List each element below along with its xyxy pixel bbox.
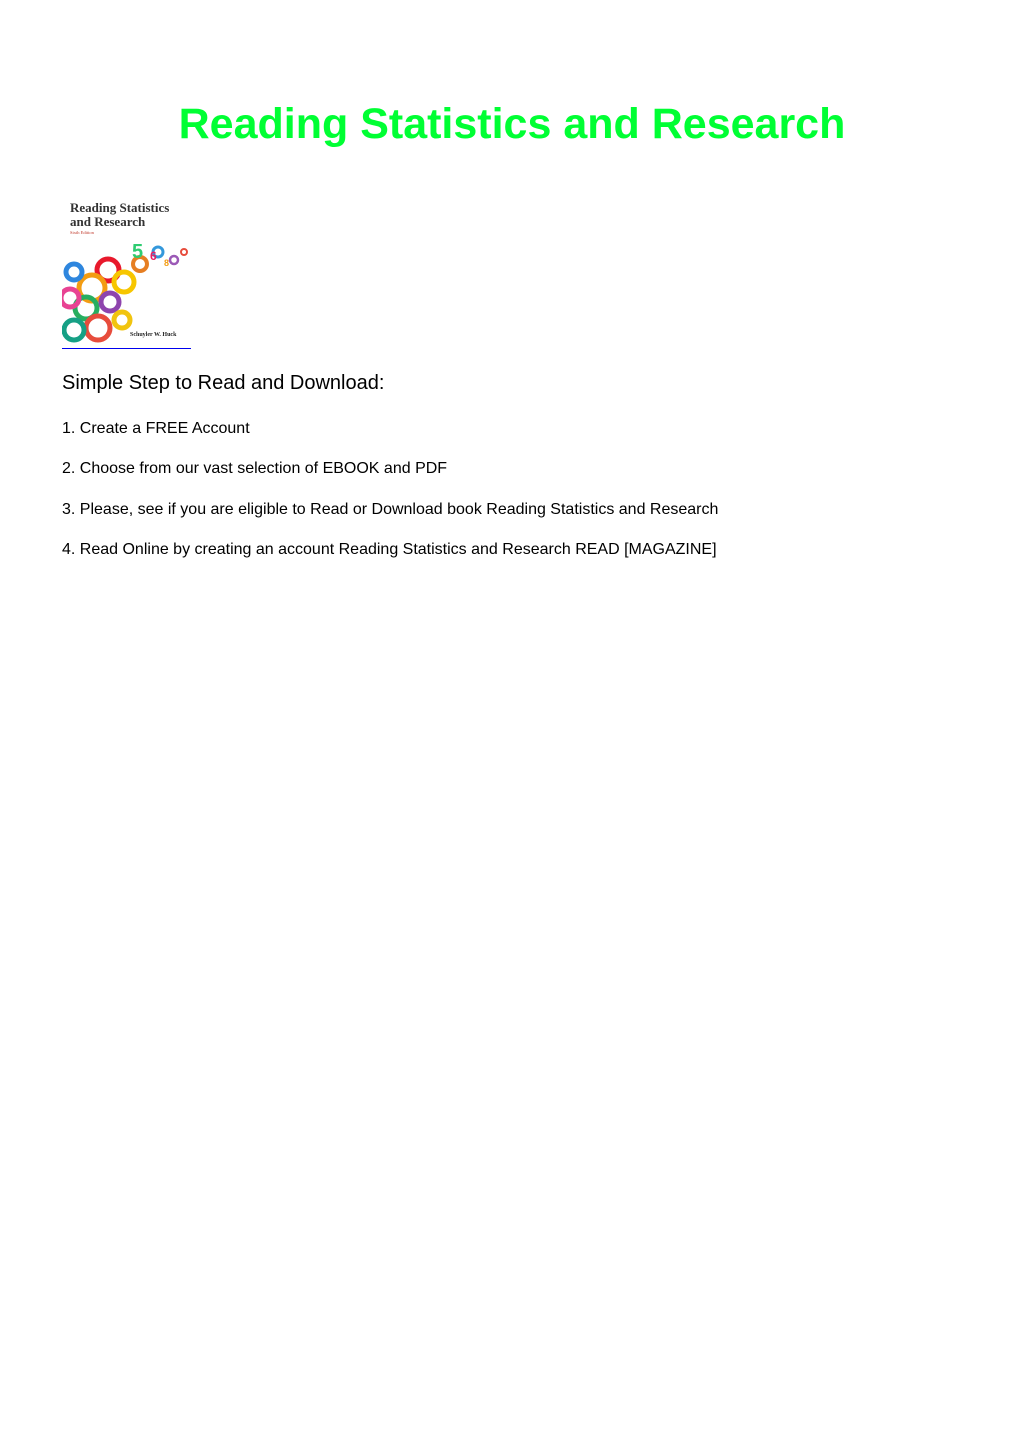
numeral-eight-glyph: 8 — [164, 258, 170, 268]
book-cover-image — [62, 190, 191, 347]
book-cover-link[interactable] — [62, 190, 191, 349]
cover-title-line1: Reading Statistics — [70, 200, 170, 215]
step-item-3: 3. Please, see if you are eligible to Read or Download book Reading Statistics and Research — [62, 501, 719, 518]
numeral-five-glyph: 5 — [132, 241, 144, 263]
step-item-4: 4. Read Online by creating an account Reading Statistics and Research READ [MAGAZINE] — [62, 541, 717, 558]
cover-title-line2: and Research — [70, 214, 146, 229]
steps-heading: Simple Step to Read and Download: — [62, 372, 385, 394]
cover-author: Schuyler W. Huck — [130, 332, 177, 338]
cover-edition: Sixth Edition — [70, 230, 94, 235]
step-item-2: 2. Choose from our vast selection of EBOOK and PDF — [62, 460, 448, 477]
page-title: Reading Statistics and Research — [178, 100, 846, 148]
step-item-1: 1. Create a FREE Account — [62, 420, 250, 437]
numeral-six-glyph: 6 — [150, 249, 157, 263]
